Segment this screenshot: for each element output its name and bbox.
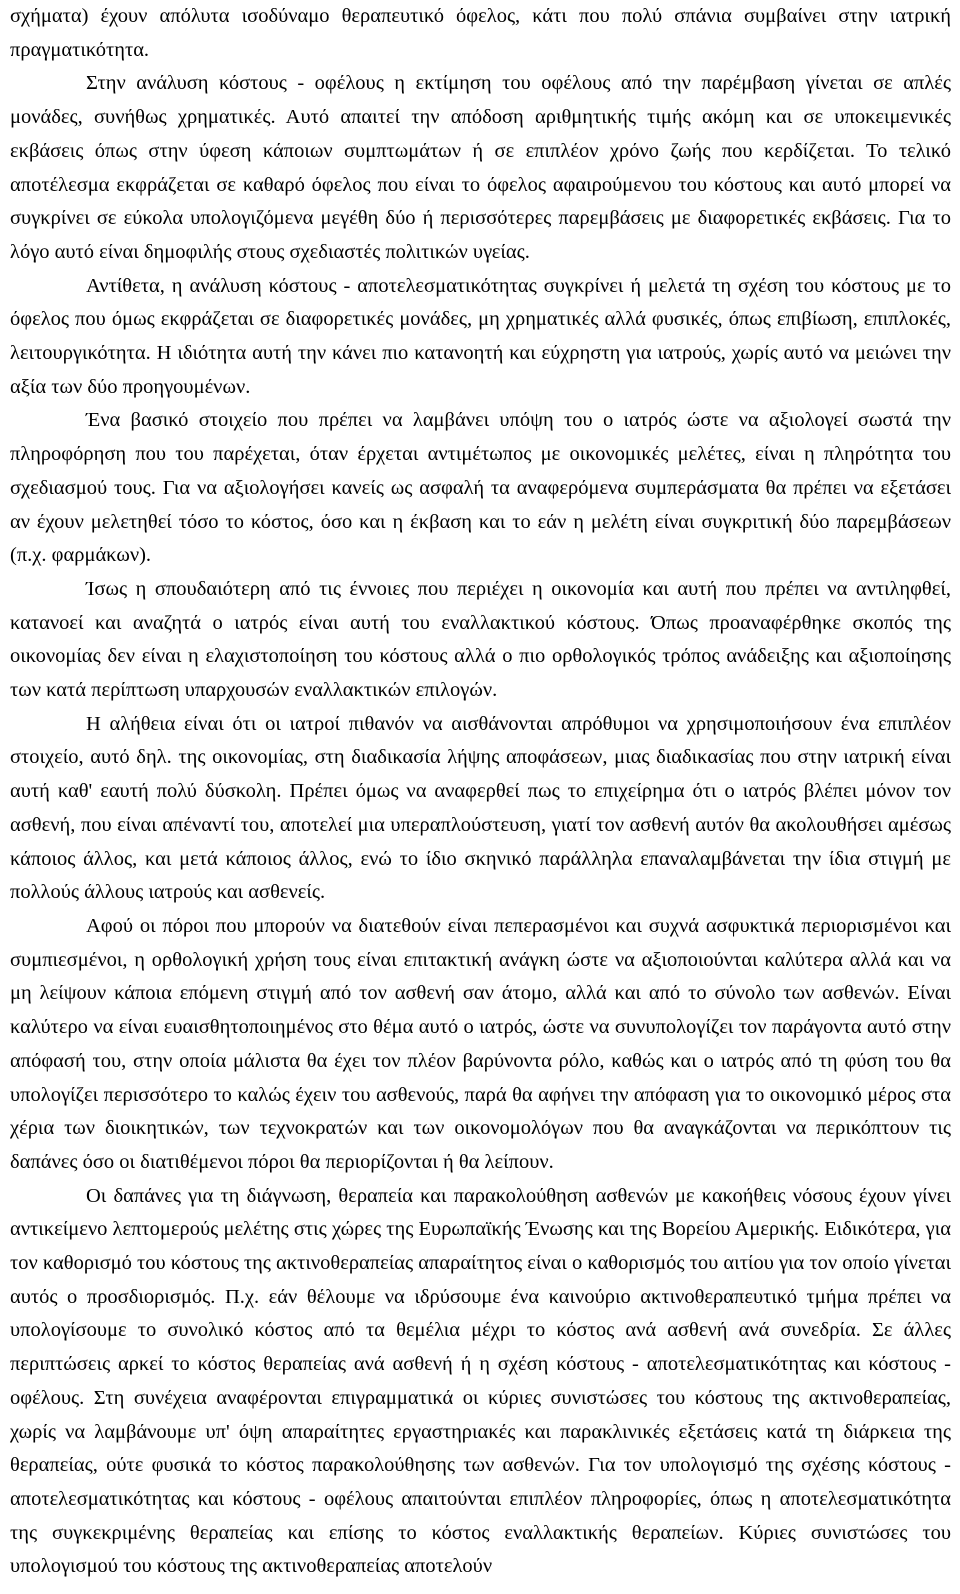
paragraph-radiotherapy-costs: Οι δαπάνες για τη διάγνωση, θεραπεία και παρακολούθηση ασθενών με κακοήθεις νόσους έχουν γίνει αντικείμενο λεπτομερούς μελέτης στις χώρες της Ευρωπαϊκής Ένωσης και της Βορείου Αμερικής. Ειδικότερα, για τον καθορισμό του κόστους της ακτινοθεραπείας απαραίτητος είναι ο καθορισμός του αιτίου για τον οποίο γίνεται αυτός ο προσδιορισμός. Π.χ. εάν θέλουμε να ιδρύσουμε ένα καινούριο ακτινοθεραπευτικό τμήμα πρέπει να υπολογίσουμε το συνολικό κόστος από τα θεμέλια μέχρι το κόστος ανά ασθενή ανά συνεδρία. Σε άλλες περιπτώσεις αρκεί το κόστος θεραπείας ανά ασθενή ή η σχέση κόστους - αποτελεσματικότητας και κόστους - οφέλους. Στη συνέχεια αναφέρονται επιγραμματικά οι κύριες συνιστώσες του κόστους της ακτινοθεραπείας, χωρίς να λαμβάνουμε υπ' όψη απαραίτητες εργαστηριακές και παρακλινικές εξετάσεις κατά τη διάρκεια της θεραπείας, ούτε φυσικά το κόστος παρακολούθησης των ασθενών. Για τον υπολογισμό της σχέσης κόστους - αποτελεσματικότητας και κόστους - οφέλους απαιτούνται επιπλέον πληροφορίες, όπως η αποτελεσματικότητα της συγκεκριμένης θεραπείας και επίσης το κόστος εναλλακτικής θεραπείων. Κύριες συνιστώσες του υπολογισμού του κόστους της ακτινοθεραπείας αποτελούν <box>10 1184 951 1578</box>
paragraph-cost-benefit: Στην ανάλυση κόστους - οφέλους η εκτίμηση του οφέλους από την παρέμβαση γίνεται σε απλές μονάδες, συνήθως χρηματικές. Αυτό απαιτεί την απόδοση αριθμητικής τιμής ακόμη και σε υποκειμενικές εκβάσεις όπως στην ύφεση κάποιων συμπτωμάτων ή σε επιπλέον χρόνο ζωής που κερδίζεται. Το τελικό αποτέλεσμα εκφράζεται σε καθαρό όφελος που είναι το όφελος αφαιρούμενου του κόστους και αυτό μπορεί να συγκρίνει σε εύκολα υπολογιζόμενα μεγέθη δύο ή περισσότερες παρεμβάσεις με διαφορετικές εκβάσεις. Για το λόγο αυτό είναι δημοφιλής στους σχεδιαστές πολιτικών υγείας. <box>10 72 951 263</box>
paragraph-cost-effectiveness: Αντίθετα, η ανάλυση κόστους - αποτελεσματικότητας συγκρίνει ή μελετά τη σχέση του κόστους με το όφελος που όμως εκφράζεται σε διαφορετικές μονάδες, μη χρηματικές αλλά φυσικές, όπως επιβίωση, επιπλοκές, λειτουργικότητα. Η ιδιότητα αυτή την κάνει πιο κατανοητή και εύχρηστη για ιατρούς, χωρίς αυτό να μειώνει την αξία των δύο προηγουμένων. <box>10 274 951 398</box>
paragraph-continuation: σχήματα) έχουν απόλυτα ισοδύναμο θεραπευτικό όφελος, κάτι που πολύ σπάνια συμβαίνει στην ιατρική πραγματικότητα. <box>10 5 951 61</box>
paragraph-limited-resources: Αφού οι πόροι που μπορούν να διατεθούν είναι πεπερασμένοι και συχνά ασφυκτικά περιορισμένοι και συμπιεσμένοι, η ορθολογική χρήση τους είναι επιτακτική ανάγκη ώστε να αξιοποιούνται καλύτερα αλλά και να μη λείψουν κάποια επόμενη στιγμή από τον ασθενή σαν άτομο, αλλά και από το σύνολο των ασθενών. Είναι καλύτερο να είναι ευαισθητοποιημένος στο θέμα αυτό ο ιατρός, ώστε να συνυπολογίζει τον παράγοντα αυτό στην απόφασή του, στην οποία μάλιστα θα έχει τον πλέον βαρύνοντα ρόλο, καθώς και ο ιατρός από τη φύση του θα υπολογίζει περισσότερο το καλώς έχειν του ασθενούς, παρά θα αφήνει την απόφαση για το οικονομικό μέρος στα χέρια των διοικητικών, των τεχνοκρατών και των οικονομολόγων που θα αναγκάζονται να περικόπτουν τις δαπάνες όσο οι διατιθέμενοι πόροι θα περιορίζονται ή θα λείπουν. <box>10 914 951 1173</box>
paragraph-study-design: Ένα βασικό στοιχείο που πρέπει να λαμβάνει υπόψη του ο ιατρός ώστε να αξιολογεί σωστά την πληροφόρηση που του παρέχεται, όταν έρχεται αντιμέτωπος με οικονομικές μελέτες, είναι η πληρότητα του σχεδιασμού τους. Για να αξιολογήσει κανείς ως ασφαλή τα αναφερόμενα συμπεράσματα θα πρέπει να εξετάσει αν έχουν μελετηθεί τόσο το κόστος, όσο και η έκβαση και το εάν η μελέτη είναι συγκριτική δύο παρεμβάσεων (π.χ. φαρμάκων). <box>10 409 951 567</box>
paragraph-opportunity-cost: Ίσως η σπουδαιότερη από τις έννοιες που περιέχει η οικονομία και αυτή που πρέπει να αντιληφθεί, κατανοεί και αναζητά ο ιατρός είναι αυτή του εναλλακτικού κόστους. Όπως προαναφέρθηκε σκοπός της οικονομίας δεν είναι η ελαχιστοποίηση του κόστους αλλά ο πιο ορθολογικός τρόπος ανάδειξης και αξιοποίησης των κατά περίπτωση υπαρχουσών εναλλακτικών επιλογών. <box>10 577 951 702</box>
paragraph-physician-reluctance: Η αλήθεια είναι ότι οι ιατροί πιθανόν να αισθάνονται απρόθυμοι να χρησιμοποιήσουν ένα επιπλέον στοιχείο, αυτό δηλ. της οικονομίας, στη διαδικασία λήψης αποφάσεων, μιας διαδικασίας που στην ιατρική είναι αυτή καθ' εαυτή πολύ δύσκολη. Πρέπει όμως να αναφερθεί πως το επιχείρημα ότι ο ιατρός βλέπει μόνον τον ασθενή, που είναι απέναντί του, αποτελεί μια υπεραπλούστευση, γιατί τον ασθενή αυτόν θα ακολουθήσει αμέσως κάποιος άλλος, και μετά κάποιος άλλος, ενώ το ίδιο σκηνικό παράλληλα επαναλαμβάνεται την ίδια στιγμή με πολλούς άλλους ιατρούς και ασθενείς. <box>10 712 951 904</box>
